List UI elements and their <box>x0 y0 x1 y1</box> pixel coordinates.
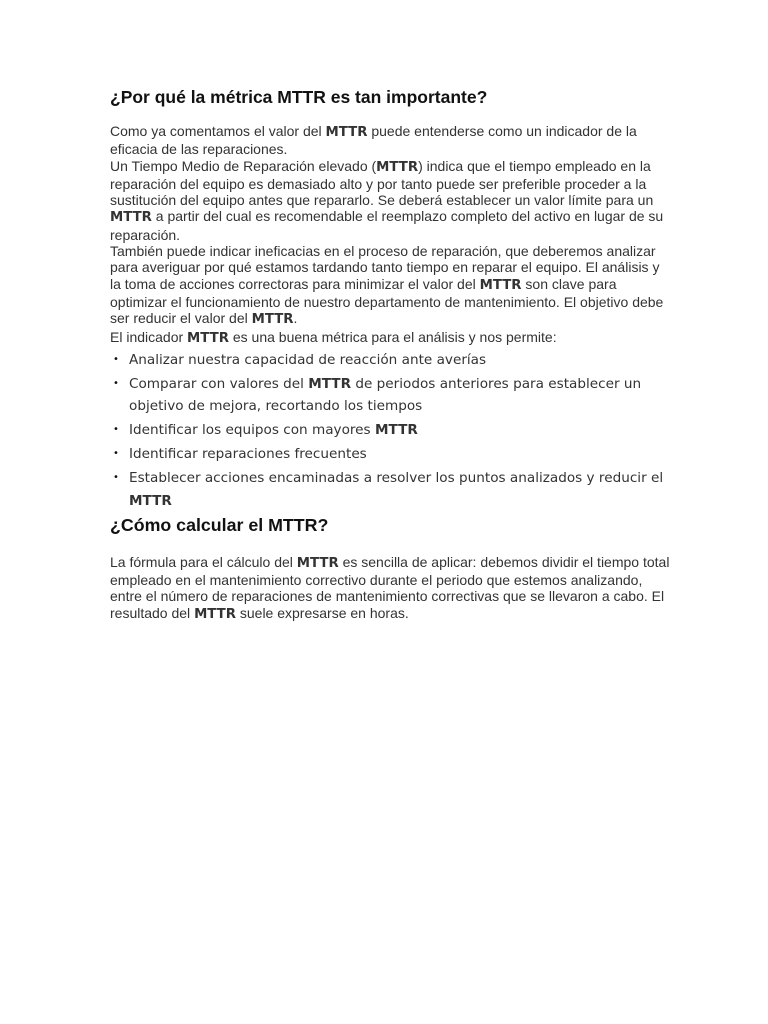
mttr-term: MTTR <box>129 492 172 509</box>
paragraph-intro: Como ya comentamos el valor del MTTR puede entenderse como un indicador de la eficacia de las reparaciones. <box>110 123 637 158</box>
mttr-term: MTTR <box>308 375 352 392</box>
mttr-term: MTTR <box>251 312 294 328</box>
paragraph-inefficiencies: También puede indicar ineficacias en el proceso de reparación, que deberemos analizar para averiguar por qué estamos tardando tanto tiempo en reparar el equipo. El análisis y la toma de acciones correctoras para minimizar el valor del MTTR son clave para optimizar el funcionamiento de nuestro departamento de mantenimiento. El objetivo debe ser reducir el valor del MTTR. <box>110 243 664 328</box>
mttr-term: MTTR <box>296 555 339 571</box>
mttr-term: MTTR <box>187 330 229 346</box>
list-item: • Comparar con valores del MTTR de periodos anteriores para establecer un objetivo de mejora, recortando los tiempos <box>129 373 670 418</box>
section-heading-importance: ¿Por qué la métrica MTTR es tan importante? <box>110 87 488 107</box>
benefits-list <box>110 349 670 513</box>
list-item: • Identificar reparaciones frecuentes <box>129 443 670 466</box>
mttr-term: MTTR <box>325 125 368 140</box>
mttr-term: MTTR <box>110 210 152 226</box>
list-item: • Establecer acciones encaminadas a resolver los puntos analizados y reducir el MTTR <box>129 467 670 512</box>
mttr-term: MTTR <box>374 422 418 439</box>
paragraph-indicator: El indicador MTTR es una buena métrica para el análisis y nos permite: <box>110 328 557 346</box>
document-page <box>110 86 670 623</box>
list-item: • Identificar los equipos con mayores MTTR <box>129 419 670 442</box>
paragraph-formula: La fórmula para el cálculo del MTTR es sencilla de aplicar: debemos dividir el tiempo total empleado en el mantenimiento correctivo durante el periodo que estemos analizando, entre el número de reparaciones de mantenimiento correctivas que se llevaron a cabo. El resultado del MTTR suele expresarse en horas. <box>110 553 670 622</box>
paragraph-high-mttr: Un Tiempo Medio de Reparación elevado (MTTR) indica que el tiempo empleado en la reparación del equipo es demasiado alto y por tanto puede ser preferible proceder a la sustitución del equipo antes que repararlo. Se deberá establecer un valor límite para un MTTR a partir del cual es recomendable el reemplazo completo del activo en lugar de su reparación. <box>110 157 664 243</box>
list-item: • Analizar nuestra capacidad de reacción ante averías <box>129 349 670 372</box>
mttr-term: MTTR <box>479 277 522 293</box>
mttr-term: MTTR <box>376 159 419 175</box>
section-heading-calculation: ¿Cómo calcular el MTTR? <box>110 514 329 535</box>
mttr-term: MTTR <box>194 606 236 622</box>
